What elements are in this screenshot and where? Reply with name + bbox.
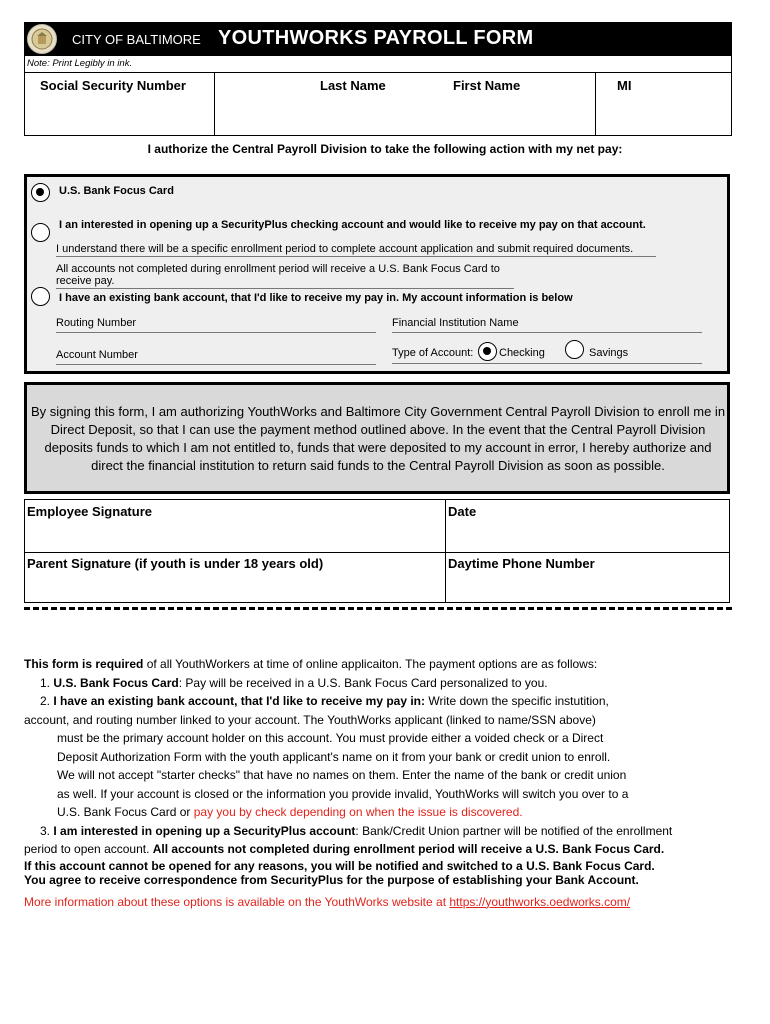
more-info-text: More information about these options is available on the YouthWorks website at <box>24 894 450 909</box>
last-name-label: Last Name <box>320 78 386 93</box>
item2-text: Write down the specific instutition, <box>425 694 609 708</box>
intro-text: of all YouthWorkers at time of online applicaiton. The payment options are as follows: <box>143 657 598 671</box>
phone-label: Daytime Phone Number <box>448 556 595 571</box>
security-plus-line2: All accounts not completed during enrollment period will receive a U.S. Bank Focus Card to receive pay. <box>56 263 514 289</box>
instructions <box>24 655 744 911</box>
intro-bold: This form is required <box>24 657 144 671</box>
item1-bold: U.S. Bank Focus Card <box>53 675 179 690</box>
institution-name-field[interactable] <box>392 317 702 333</box>
ssn-field[interactable] <box>216 92 568 132</box>
radio-focus-card[interactable] <box>31 183 50 202</box>
ssn-label: Social Security Number <box>40 78 186 93</box>
option-security-plus-label: I an interested in opening up a SecurityPlus checking account and would like to receive my pay on that account. <box>59 219 646 231</box>
phone-field[interactable] <box>447 574 727 600</box>
declaration-text: By signing this form, I am authorizing YouthWorks and Baltimore City Government Central Payroll Division to enroll me in Direct Deposit, so that I can use the payment method outlined above. In the event that the Central Payroll Division deposits funds to which I am not entitled to, funds that were deposited to my account in error, I hereby authorize and direct the financial institution to return said funds to the Central Payroll Division as soon as possible. <box>30 404 726 473</box>
routing-number-field[interactable] <box>56 317 376 333</box>
item1-text: : Pay will be received in a U.S. Bank Focus Card personalized to you. <box>178 675 548 690</box>
item2-num: 2. <box>40 694 51 708</box>
radio-checking[interactable] <box>478 342 497 361</box>
routing-number-label: Routing Number <box>56 317 137 329</box>
youthworks-link[interactable]: https://youthworks.oedworks.com/ <box>449 894 631 909</box>
form-title: YOUTHWORKS PAYROLL FORM <box>218 27 534 49</box>
account-type-line <box>392 363 702 364</box>
parent-signature-field[interactable] <box>26 574 442 600</box>
security-plus-line1: I understand there will be a specific enrollment period to complete account application and submit required documents. <box>56 243 656 257</box>
option-existing-label: I have an existing bank account, that I'd like to receive my pay in. My account information is below <box>59 292 573 304</box>
item2-line7: U.S. Bank Focus Card or <box>57 805 194 819</box>
account-number-label: Account Number <box>56 349 138 361</box>
radio-existing-account[interactable] <box>31 287 50 306</box>
date-field[interactable] <box>447 522 727 550</box>
item3-line2: period to open account. <box>24 842 153 856</box>
item3-line2-bold: All accounts not completed during enrollment period will receive a U.S. Bank Focus Card. <box>152 842 665 856</box>
first-name-label: First Name <box>453 78 521 93</box>
item2-line6: as well. If your account is closed or the information you provide invalid, YouthWorks will switch you over to a <box>57 786 629 801</box>
note-correspondence: You agree to receive correspondence from SecurityPlus for the purpose of establishing your Bank Account. <box>24 872 639 887</box>
radio-savings[interactable] <box>565 340 584 359</box>
authorize-text: I authorize the Central Payroll Division to take the following action with my net pay: <box>147 142 623 156</box>
city-name: CITY OF BALTIMORE <box>72 32 201 47</box>
item3-num: 3. <box>40 823 51 838</box>
note-switch: If this account cannot be opened for any reasons, you will be notified and switched to a U.S. Bank Focus Card. <box>24 858 655 873</box>
item2-bold: I have an existing bank account, that I'd like to receive my pay in: <box>53 694 425 708</box>
radio-security-plus[interactable] <box>31 223 50 242</box>
item2-line3: must be the primary account holder on this account. You must provide either a voided check or a Direct <box>57 731 604 745</box>
checking-label: Checking <box>499 347 545 359</box>
institution-name-label: Financial Institution Name <box>392 317 519 329</box>
item2-line5: We will not accept "starter checks" that have no names on them. Enter the name of the bank or credit union <box>57 768 627 782</box>
item2-line2: account, and routing number linked to your account. The YouthWorks applicant (linked to name/SSN above) <box>24 712 596 727</box>
mi-label: MI <box>617 78 632 93</box>
item1-num: 1. <box>40 675 51 690</box>
date-label: Date <box>448 504 477 519</box>
employee-signature-label: Employee Signature <box>27 504 152 519</box>
item3-bold: I am interested in opening up a SecurityPlus account <box>53 823 356 838</box>
item3-text: : Bank/Credit Union partner will be notified of the enrollment <box>355 823 673 838</box>
employee-signature-field[interactable] <box>26 522 442 550</box>
option-focus-card-label: U.S. Bank Focus Card <box>59 185 174 197</box>
account-number-field[interactable] <box>56 349 376 365</box>
item2-line7-red: pay you by check depending on when the issue is discovered. <box>193 805 523 819</box>
account-type-label: Type of Account: <box>392 347 474 359</box>
parent-signature-label: Parent Signature (if youth is under 18 years old) <box>27 556 324 571</box>
item2-line4: Deposit Authorization Form with the youth applicant's name on it from your bank or credit union to enroll. <box>57 749 611 764</box>
print-note: Note: Print Legibly in ink. <box>27 58 133 69</box>
savings-label: Savings <box>589 347 629 359</box>
cut-line <box>24 607 732 610</box>
city-seal-icon <box>27 24 57 54</box>
